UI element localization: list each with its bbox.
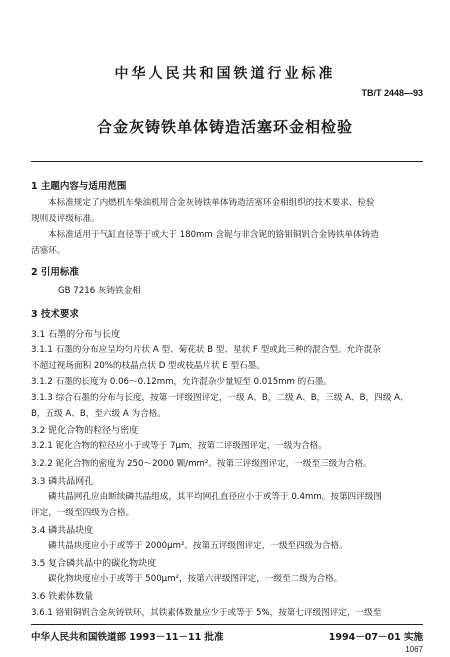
clause-3-3-line-1: 磷共晶网孔应由断续磷共晶组成，其平均网孔直径应小于或等于 0.4mm。按第四评级图 xyxy=(48,492,382,502)
clause-3-3: 3.3 磷共晶网孔 xyxy=(31,477,94,487)
standard-category-title: 中华人民共和国铁道行业标准 xyxy=(114,66,336,82)
clause-3-4: 3.4 磷共晶块度 xyxy=(31,526,94,536)
clause-3-2: 3.2 铌化合物的粒径与密度 xyxy=(31,426,139,436)
section-1-para-2-line-1: 本标准适用于气缸直径等于或大于 180mm 含铌与非含铌的铬钼铜钒合金铸铁单体铸造 xyxy=(48,230,379,240)
clause-3-6: 3.6 铁素体数量 xyxy=(31,592,94,602)
section-1-para-2-line-2: 活塞环。 xyxy=(31,246,66,256)
page-number: 1067 xyxy=(405,645,423,654)
section-2-heading: 2 引用标准 xyxy=(31,267,79,278)
clause-3-3-line-2: 评定，一级至四级为合格。 xyxy=(31,508,135,518)
clause-3-1-1-line-2: 不超过视场面积 20%的枝晶点状 D 型或枝晶片状 E 型石墨。 xyxy=(31,361,265,371)
clause-3-4-text: 磷共晶块度应小于或等于 2000μm²。按第五评级图评定，一级至四级为合格。 xyxy=(48,541,348,551)
implementation-date: 1994－07－01 实施 xyxy=(328,632,423,643)
section-1-heading: 1 主题内容与适用范围 xyxy=(31,181,127,192)
top-divider xyxy=(31,161,423,162)
section-1-para-1-line-1: 本标准规定了内燃机车柴油机用合金灰铸铁单体铸造活塞环金相组织的技术要求、检验 xyxy=(48,198,375,208)
clause-3-1-1-line-1: 3.1.1 石墨的分布应呈均匀片状 A 型、菊花状 B 型、星状 F 型或此三种的混合型。允许混杂 xyxy=(31,345,381,355)
clause-3-1-3-line-1: 3.1.3 综合石墨的分布与长度，按第一评级图评定，一级 A、B，二级 A、B，三级 A、B，四级 A、 xyxy=(31,393,409,403)
clause-3-2-1: 3.2.1 铌化合物的粒径应小于或等于 7μm，按第二评级图评定，一级为合格。 xyxy=(31,441,327,451)
standard-code: TB/T 2448—93 xyxy=(361,88,423,98)
section-1-para-1-line-2: 规则及评级标准。 xyxy=(31,214,100,224)
bottom-divider xyxy=(31,624,423,625)
clause-3-5-text: 碳化物块度应小于或等于 500μm²，按第六评级图评定，一级至二级为合格。 xyxy=(48,574,343,584)
section-3-heading: 3 技术要求 xyxy=(31,309,79,320)
approval-note: 中华人民共和国铁道部 1993－11－11 批准 xyxy=(31,632,224,643)
clause-3-1-3-line-2: B，五级 A、B，至六级 A 为合格。 xyxy=(31,409,166,419)
document-title: 合金灰铸铁单体铸造活塞环金相检验 xyxy=(96,118,353,136)
clause-3-2-2: 3.2.2 铌化合物的密度为 250～2000 颗/mm²。按第三评级图评定，一级至三级为合格。 xyxy=(31,459,372,469)
clause-3-5: 3.5 复合磷共晶中的碳化物块度 xyxy=(31,559,157,569)
clause-3-6-1: 3.6.1 铬钼铜钒合金灰铸铁环，其铁素体数量应少于或等于 5%，按第七评级图评定，一级至 xyxy=(31,608,382,618)
clause-3-1: 3.1 石墨的分布与长度 xyxy=(31,330,121,340)
clause-3-1-2: 3.1.2 石墨的长度为 0.06～0.12mm，允许混杂少量短至 0.015mm 的石墨。 xyxy=(31,377,333,387)
reference-gb7216: GB 7216 灰铸铁金相 xyxy=(58,286,141,296)
